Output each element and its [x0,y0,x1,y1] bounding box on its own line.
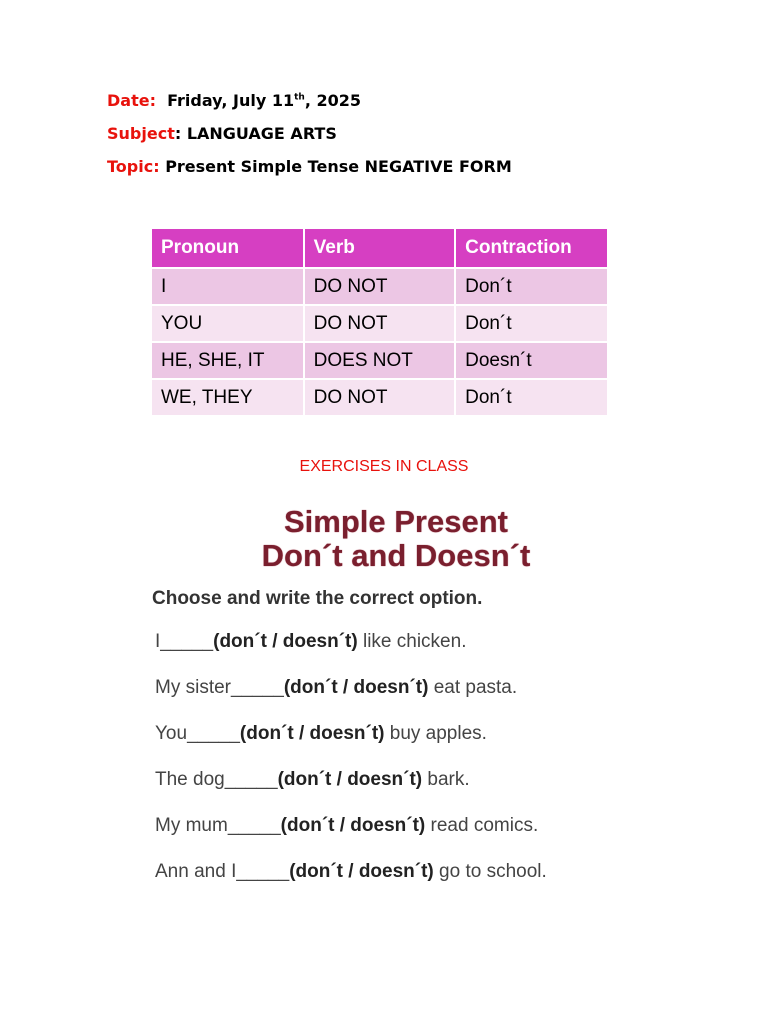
exercise-item [155,723,487,745]
cell-pronoun: HE, SHE, IT [152,342,304,379]
cell-pronoun: WE, THEY [152,379,304,416]
subject-label: Subject [107,124,175,143]
date-label: Date: [107,91,156,110]
exercise-options: (don´t / doesn´t) [213,631,358,652]
cell-verb: DO NOT [304,268,456,305]
exercise-options: (don´t / doesn´t) [280,815,426,836]
exercise-rest: eat pasta. [428,677,518,698]
exercise-item [155,631,466,653]
exercise-options: (don´t / doesn´t) [277,769,423,790]
table-header-row [152,229,608,268]
exercise-rest: read comics. [425,815,539,836]
worksheet-title-line2: Don´t and Doesn´t [261,538,531,573]
cell-pronoun: I [152,268,304,305]
table-row [152,379,608,416]
cell-contraction: Doesn´t [455,342,608,379]
worksheet-title-line1: Simple Present [284,504,508,539]
exercise-item [155,815,538,837]
cell-contraction: Don´t [455,305,608,342]
exercise-rest: buy apples. [384,723,487,744]
subject-value: : LANGUAGE ARTS [174,124,337,143]
exercise-item [155,677,517,699]
exercise-blank: I_____ [155,631,214,652]
date-value-main: Friday, July 11 [167,91,295,110]
table-row [152,342,608,379]
exercise-rest: like chicken. [357,631,467,652]
header-verb: Verb [304,229,456,268]
table-row [152,305,608,342]
exercise-options: (don´t / doesn´t) [239,723,385,744]
exercise-rest: bark. [422,769,470,790]
subject-line [107,124,337,143]
date-value [167,91,361,110]
date-line [107,91,361,110]
date-ordinal: th [294,92,305,103]
exercise-item [155,861,547,883]
exercise-blank: You_____ [155,723,240,744]
exercises-title: EXERCISES IN CLASS [299,458,469,475]
grammar-table [152,229,609,417]
header-contraction: Contraction [455,229,608,268]
topic-line [107,157,512,176]
exercise-options: (don´t / doesn´t) [283,677,429,698]
date-year: , 2025 [304,91,361,110]
exercise-blank: My sister_____ [155,677,284,698]
cell-verb: DO NOT [304,379,456,416]
header-pronoun: Pronoun [152,229,304,268]
worksheet-image [147,496,645,904]
table-row [152,268,608,305]
exercise-blank: My mum_____ [155,815,281,836]
cell-verb: DOES NOT [304,342,456,379]
exercise-options: (don´t / doesn´t) [289,861,434,882]
exercise-blank: Ann and I_____ [155,861,290,882]
cell-contraction: Don´t [455,268,608,305]
cell-contraction: Don´t [455,379,608,416]
cell-pronoun: YOU [152,305,304,342]
exercise-blank: The dog_____ [155,769,278,790]
exercise-item [155,769,470,791]
topic-label: Topic: [107,157,160,176]
worksheet-instruction: Choose and write the correct option. [152,588,483,609]
cell-verb: DO NOT [304,305,456,342]
topic-value: Present Simple Tense NEGATIVE FORM [165,157,512,176]
exercise-rest: go to school. [433,861,547,882]
